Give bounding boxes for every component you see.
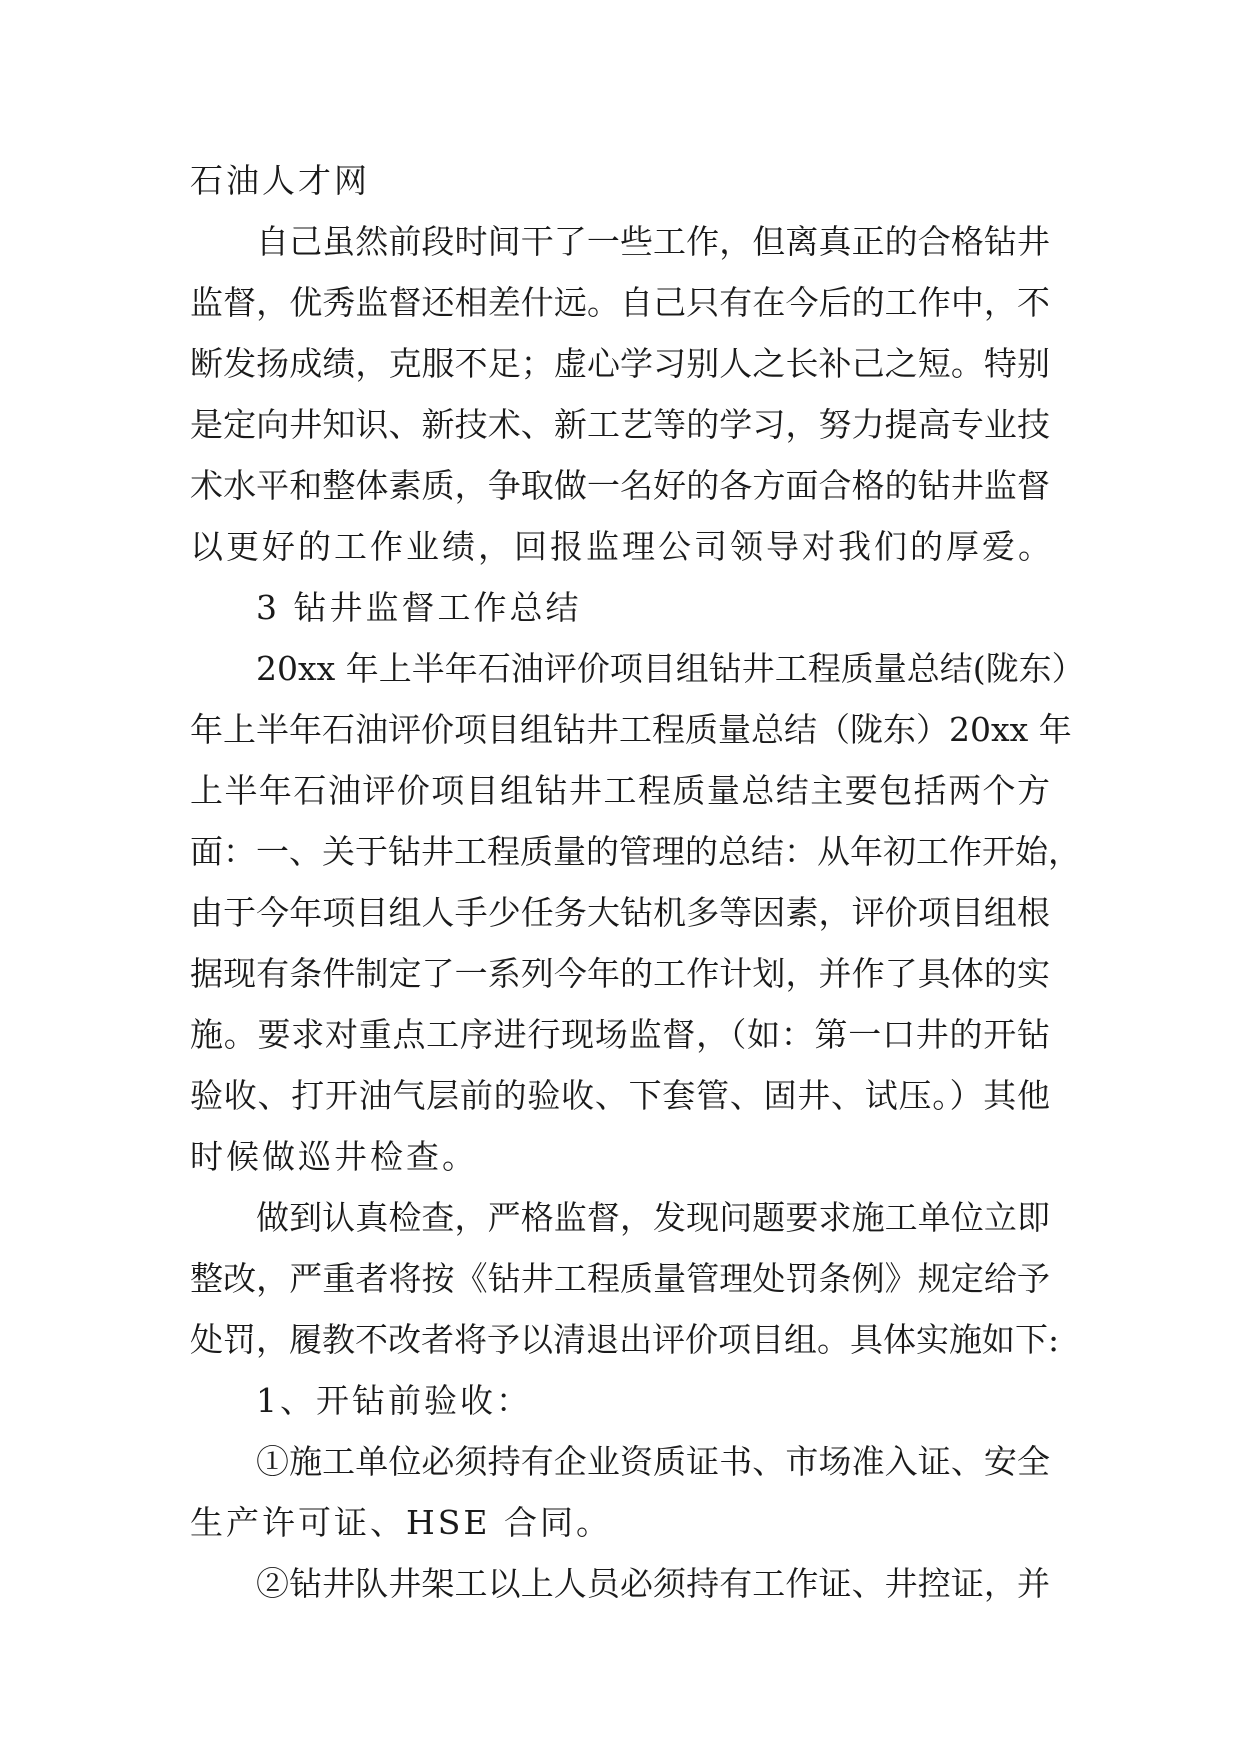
list-item-line: ①施工单位必须持有企业资质证书、市场准入证、安全 bbox=[256, 1442, 1050, 1481]
paragraph-line: 以更好的工作业绩，回报监理公司领导对我们的厚爱。 bbox=[190, 527, 1054, 566]
paragraph-line: 处罚，履教不改者将予以清退出评价项目组。具体实施如下: bbox=[190, 1320, 1060, 1359]
paragraph-line: 面：一、关于钻井工程质量的管理的总结：从年初工作开始， bbox=[190, 832, 1081, 871]
paragraph-line: 术水平和整体素质，争取做一名好的各方面合格的钻井监督 bbox=[190, 466, 1050, 505]
paragraph-line: 监督，优秀监督还相差什远。自己只有在今后的工作中，不 bbox=[190, 283, 1050, 322]
paragraph-line: 是定向井知识、新技术、新工艺等的学习，努力提高专业技 bbox=[190, 405, 1050, 444]
section-heading: 3 钻井监督工作总结 bbox=[256, 588, 582, 627]
paragraph-line: 做到认真检查，严格监督，发现问题要求施工单位立即 bbox=[256, 1198, 1050, 1237]
paragraph-line: 年上半年石油评价项目组钻井工程质量总结（陇东）20xx 年 bbox=[190, 710, 1072, 749]
paragraph-line: 施。要求对重点工序进行现场监督，（如：第一口井的开钻 bbox=[190, 1015, 1050, 1054]
text-line: 石油人才网 bbox=[190, 161, 370, 200]
document-page bbox=[190, 150, 1085, 1614]
paragraph-line: 由于今年项目组人手少任务大钻机多等因素，评价项目组根 bbox=[190, 893, 1050, 932]
paragraph-line: 验收、打开油气层前的验收、下套管、固井、试压。）其他 bbox=[190, 1076, 1050, 1115]
paragraph-line: 断发扬成绩，克服不足；虚心学习别人之长补己之短。特别 bbox=[190, 344, 1050, 383]
paragraph-line: 时候做巡井检查。 bbox=[190, 1137, 478, 1176]
list-item-line: ②钻井队井架工以上人员必须持有工作证、井控证，并 bbox=[256, 1564, 1050, 1603]
paragraph-line: 整改，严重者将按《钻井工程质量管理处罚条例》规定给予 bbox=[190, 1259, 1050, 1298]
list-heading: 1、开钻前验收： bbox=[256, 1381, 532, 1420]
paragraph-line: 20xx 年上半年石油评价项目组钻井工程质量总结(陇东） bbox=[256, 649, 1085, 688]
paragraph-line: 自己虽然前段时间干了一些工作，但离真正的合格钻井 bbox=[256, 222, 1050, 261]
list-item-line: 生产许可证、HSE 合同。 bbox=[190, 1503, 612, 1542]
paragraph-line: 据现有条件制定了一系列今年的工作计划，并作了具体的实 bbox=[190, 954, 1050, 993]
paragraph-line: 上半年石油评价项目组钻井工程质量总结主要包括两个方 bbox=[190, 771, 1050, 810]
